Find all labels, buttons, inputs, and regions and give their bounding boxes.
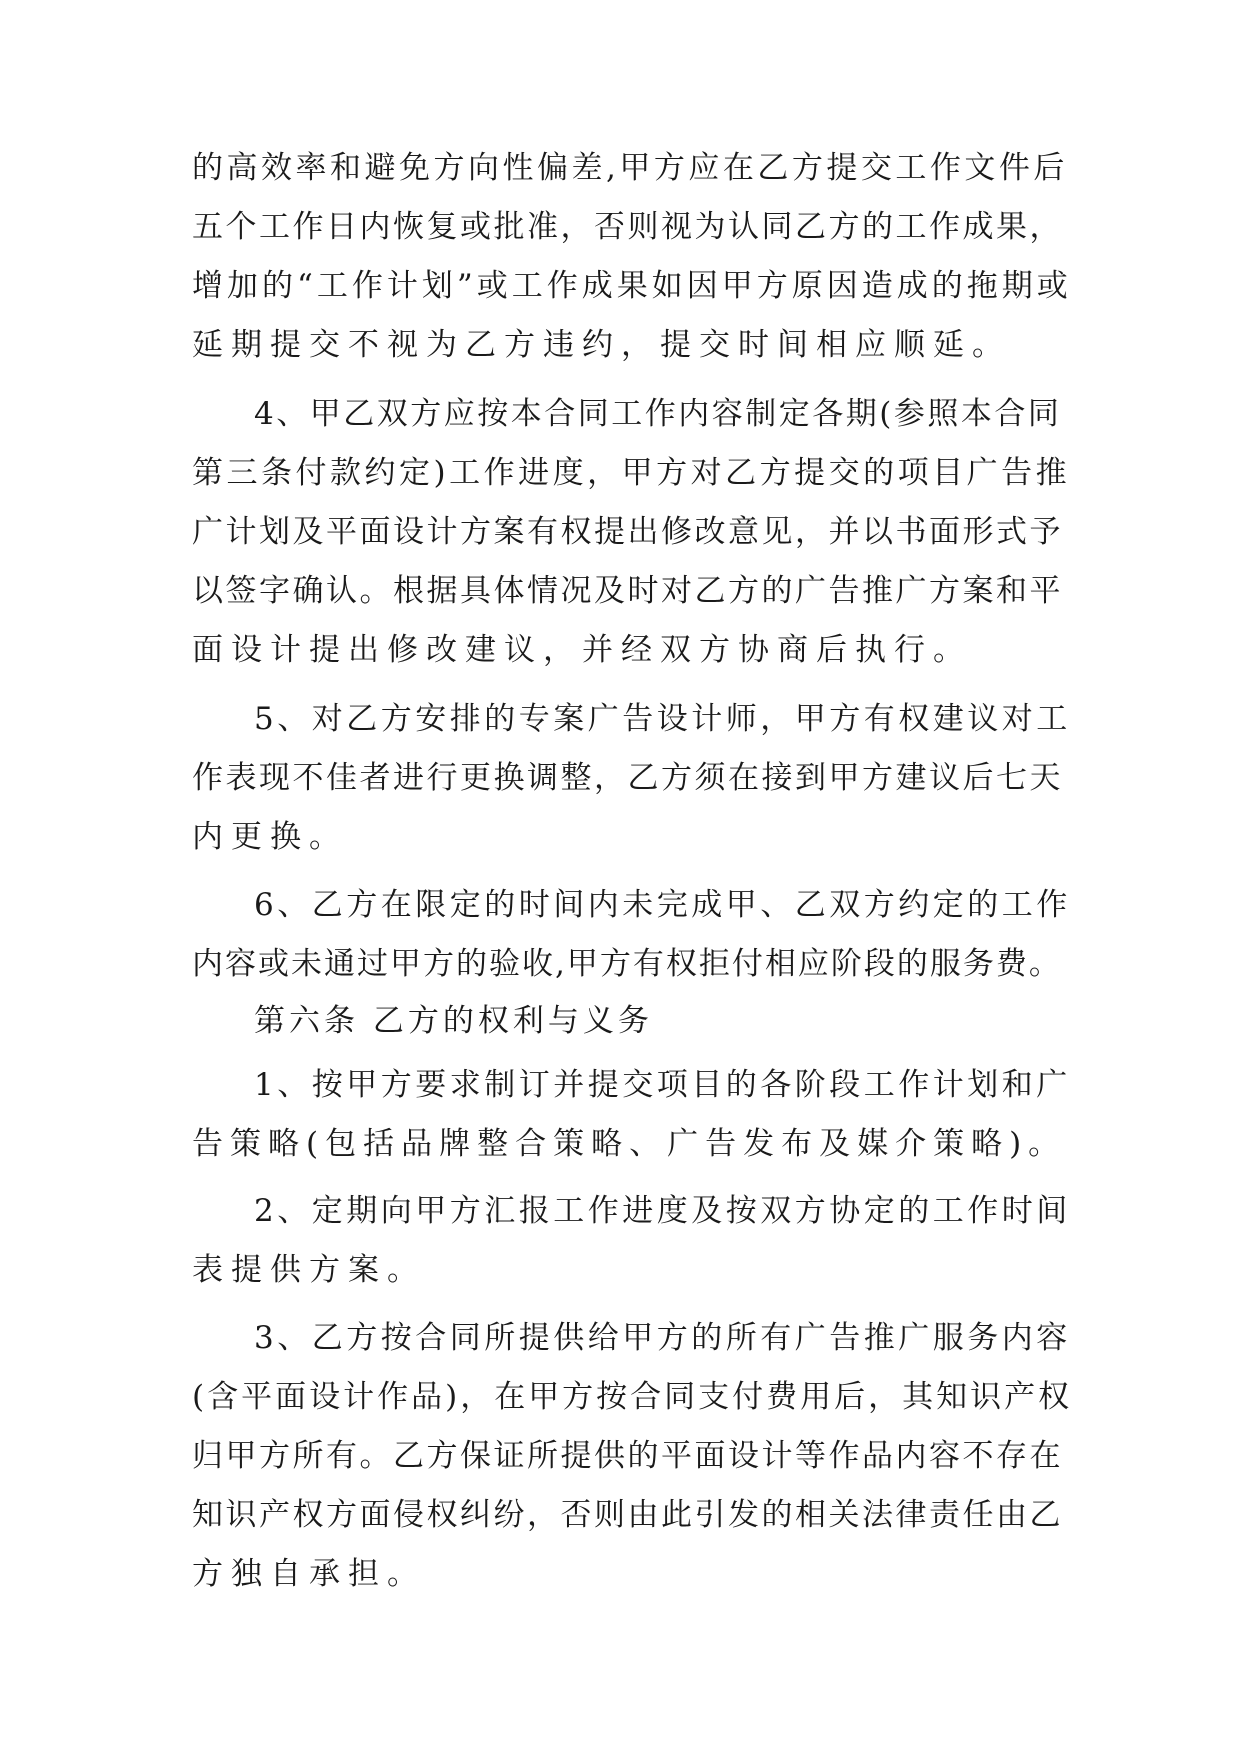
text-line: (含平面设计作品)，在甲方按合同支付费用后，其知识产权	[192, 1379, 1073, 1415]
text-line: 1、按甲方要求制订并提交项目的各阶段工作计划和广	[254, 1067, 1071, 1103]
text-line: 内容或未通过甲方的验收,甲方有权拒付相应阶段的服务费。	[192, 946, 1062, 982]
section-heading: 第六条 乙方的权利与义务	[254, 1003, 653, 1039]
text-line: 内更换。	[192, 819, 348, 855]
text-line: 告策略(包括品牌整合策略、广告发布及媒介策略)。	[192, 1126, 1067, 1162]
text-line: 归甲方所有。乙方保证所提供的平面设计等作品内容不存在	[192, 1438, 1063, 1474]
text-line: 5、对乙方安排的专案广告设计师，甲方有权建议对工	[254, 701, 1071, 737]
text-line: 面设计提出修改建议，并经双方协商后执行。	[192, 632, 972, 668]
text-line: 延期提交不视为乙方违约，提交时间相应顺延。	[192, 327, 1011, 363]
text-line: 增加的“工作计划”或工作成果如因甲方原因造成的拖期或	[192, 268, 1072, 304]
text-line: 作表现不佳者进行更换调整，乙方须在接到甲方建议后七天	[192, 760, 1063, 796]
text-line: 以签字确认。根据具体情况及时对乙方的广告推广方案和平	[192, 573, 1063, 609]
text-line: 第三条付款约定)工作进度，甲方对乙方提交的项目广告推	[192, 455, 1071, 491]
text-line: 知识产权方面侵权纠纷，否则由此引发的相关法律责任由乙	[192, 1497, 1063, 1533]
text-line: 4、甲乙双方应按本合同工作内容制定各期(参照本合同	[254, 396, 1062, 432]
text-line: 广计划及平面设计方案有权提出修改意见，并以书面形式予	[192, 514, 1063, 550]
text-line: 方独自承担。	[192, 1556, 426, 1592]
text-line: 五个工作日内恢复或批准，否则视为认同乙方的工作成果，	[192, 209, 1063, 245]
text-line: 表提供方案。	[192, 1252, 426, 1288]
text-line: 2、定期向甲方汇报工作进度及按双方协定的工作时间	[254, 1193, 1071, 1229]
text-line: 6、乙方在限定的时间内未完成甲、乙双方约定的工作	[254, 887, 1071, 923]
text-line: 3、乙方按合同所提供给甲方的所有广告推广服务内容	[254, 1320, 1071, 1356]
text-line: 的高效率和避免方向性偏差,甲方应在乙方提交工作文件后	[192, 150, 1068, 186]
